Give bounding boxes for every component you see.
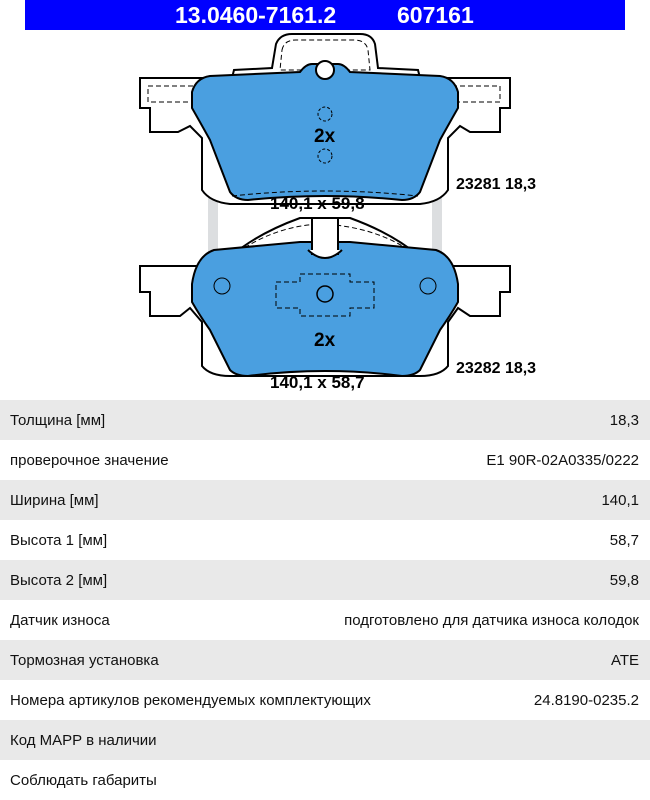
spec-row	[0, 640, 650, 680]
pad-2-quantity: 2x	[314, 330, 336, 351]
spec-row	[0, 440, 650, 480]
part-number: 13.0460-7161.2	[175, 1, 337, 28]
specifications-table	[0, 400, 650, 800]
spec-label: Толщина [мм]	[10, 411, 106, 429]
pad-1-dimensions: 140,1 x 59,8	[270, 194, 365, 213]
spec-value: 140,1	[601, 491, 639, 509]
pad-1-quantity: 2x	[314, 126, 336, 147]
spec-label: Высота 2 [мм]	[10, 571, 108, 589]
pad-1-code: 23281 18,3	[456, 176, 537, 193]
spec-label: Номера артикулов рекомендуемых комплектующих	[10, 691, 371, 709]
brake-pad-1	[140, 34, 510, 204]
spec-value: 24.8190-0235.2	[533, 691, 639, 709]
spec-label: Высота 1 [мм]	[10, 531, 108, 549]
spec-label: Код MAPP в наличии	[10, 731, 157, 749]
spec-value: 18,3	[609, 411, 639, 429]
spec-value: E1 90R-02A0335/0222	[486, 451, 639, 469]
spec-row	[0, 600, 650, 640]
spec-value: 59,8	[609, 571, 639, 589]
spec-value: ATE	[610, 651, 639, 669]
spec-row	[0, 480, 650, 520]
pad-2-code: 23282 18,3	[456, 360, 537, 377]
spec-row	[0, 400, 650, 440]
spec-label: Соблюдать габариты	[10, 771, 157, 789]
pad-2-dimensions: 140,1 x 58,7	[270, 373, 365, 392]
spec-row	[0, 720, 650, 760]
spec-value: подготовлено для датчика износа колодок	[344, 611, 639, 629]
spec-row	[0, 520, 650, 560]
spec-label: проверочное значение	[10, 451, 169, 469]
spec-label: Ширина [мм]	[10, 491, 99, 509]
spec-row	[0, 680, 650, 720]
brake-pad-2	[140, 218, 510, 376]
part-number-header	[25, 0, 625, 30]
spec-label: Тормозная установка	[10, 651, 159, 669]
spec-label: Датчик износа	[10, 611, 110, 629]
spec-row	[0, 760, 650, 800]
short-number: 607161	[397, 1, 474, 28]
spec-row	[0, 560, 650, 600]
brake-pad-drawing	[0, 30, 650, 400]
spec-value: 58,7	[609, 531, 639, 549]
